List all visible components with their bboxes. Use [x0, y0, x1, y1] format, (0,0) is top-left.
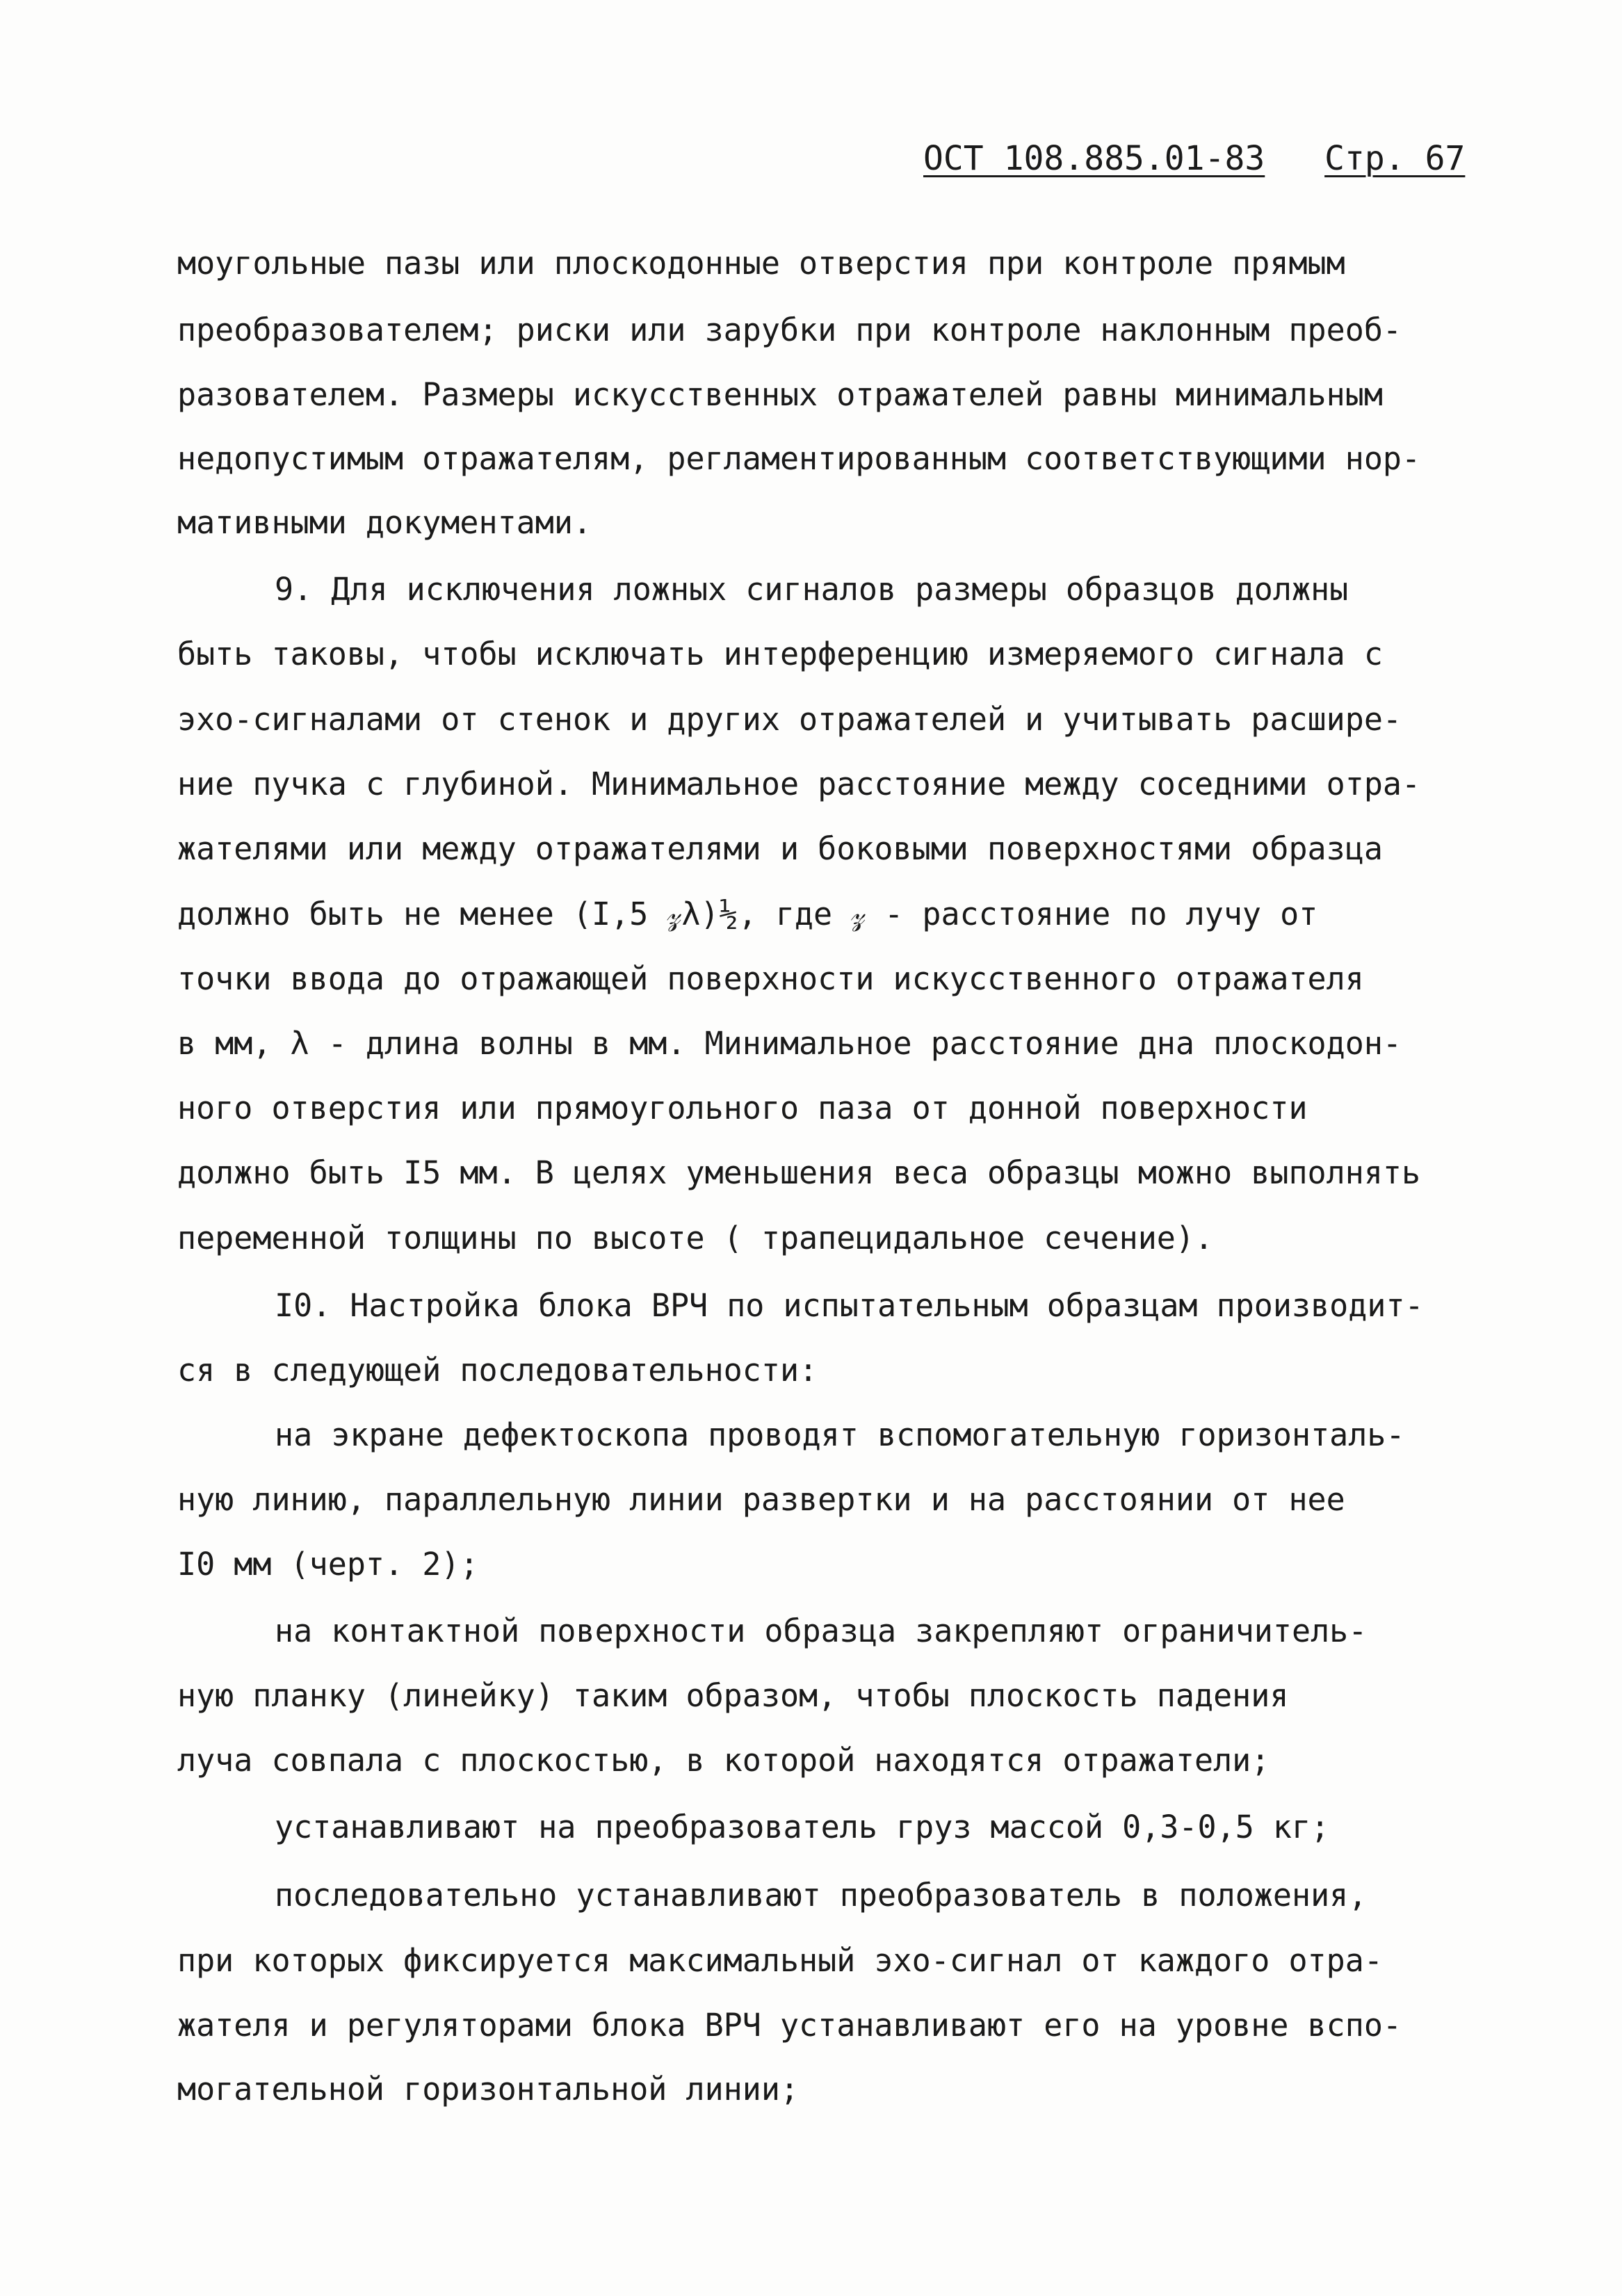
list-item: устанавливают на преобразователь груз массой 0,3-0,5 кг; [275, 1809, 1330, 1845]
paragraph-10-start: I0. Настройка блока ВРЧ по испытательным образцам производит- [275, 1287, 1424, 1324]
page-header [923, 139, 1466, 178]
text-line: мативными документами. [177, 504, 592, 541]
text-line: луча совпала с плоскостью, в которой находятся отражатели; [177, 1742, 1270, 1779]
text-line: жателями или между отражателями и боковыми поверхностями образца [177, 830, 1383, 867]
text-line: ся в следующей последовательности: [177, 1352, 818, 1389]
text-line: переменной толщины по высоте ( трапецидальное сечение). [177, 1220, 1214, 1256]
text-line: быть таковы, чтобы исключать интерференцию измеряемого сигнала с [177, 636, 1383, 672]
formula-line: должно быть не менее (I,5 𝓏λ)½, где 𝓏 - расстояние по лучу от [177, 896, 1318, 932]
text-line: жателя и регуляторами блока ВРЧ устанавливают его на уровне вспо- [177, 2007, 1402, 2044]
text-line: разователем. Размеры искусственных отражателей равны минимальным [177, 376, 1383, 413]
text-line: ние пучка с глубиной. Минимальное расстояние между соседними отра- [177, 766, 1421, 802]
list-item: последовательно устанавливают преобразователь в положения, [275, 1877, 1368, 1914]
text-line: ную линию, параллельную линии развертки и на расстоянии от нее [177, 1481, 1345, 1518]
paragraph-9-start: 9. Для исключения ложных сигналов размеры образцов должны [275, 571, 1349, 608]
page-number: Стр. 67 [1324, 139, 1466, 178]
text-line: в мм, λ - длина волны в мм. Минимальное расстояние дна плоскодон- [177, 1025, 1402, 1062]
text-line: моугольные пазы или плоскодонные отверстия при контроле прямым [177, 245, 1345, 282]
document-code: ОСТ 108.885.01-83 [923, 139, 1265, 178]
list-item: на контактной поверхности образца закрепляют ограничитель- [275, 1612, 1368, 1649]
text-line: должно быть I5 мм. В целях уменьшения веса образцы можно выполнять [177, 1154, 1421, 1191]
list-item: на экране дефектоскопа проводят вспомогательную горизонталь- [275, 1416, 1405, 1453]
text-line: ного отверстия или прямоугольного паза от донной поверхности [177, 1090, 1308, 1126]
text-line: ную планку (линейку) таким образом, чтобы плоскость падения [177, 1677, 1289, 1714]
text-line: при которых фиксируется максимальный эхо-сигнал от каждого отра- [177, 1942, 1383, 1979]
text-line: могательной горизонтальной линии; [177, 2071, 800, 2108]
text-line: недопустимым отражателям, регламентированным соответствующими нор- [177, 440, 1421, 477]
text-line: I0 мм (черт. 2); [177, 1546, 479, 1583]
text-line: преобразователем; риски или зарубки при контроле наклонным преоб- [177, 312, 1402, 348]
text-line: точки ввода до отражающей поверхности искусственного отражателя [177, 960, 1364, 997]
text-line: эхо-сигналами от стенок и других отражателей и учитывать расшире- [177, 701, 1402, 738]
